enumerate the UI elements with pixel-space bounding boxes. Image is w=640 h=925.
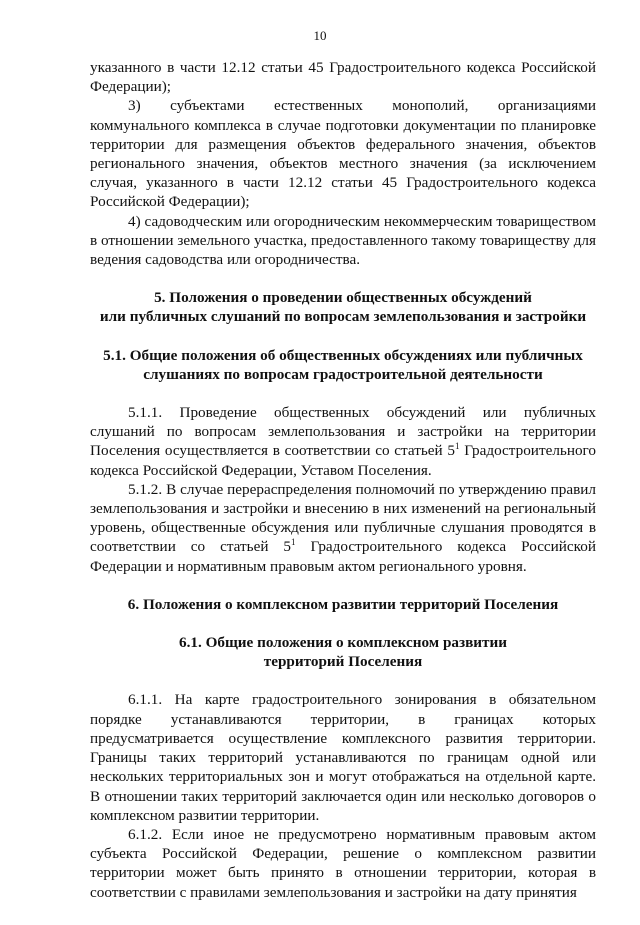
subsection-heading-6-1 <box>90 633 596 671</box>
paragraph-continuation: указанного в части 12.12 статьи 45 Градостроительного кодекса Российской Федерации); <box>90 59 596 96</box>
paragraph-5-1-2-text-end: Градостроительного кодекса Российской Федерации и нормативным правовым актом регионального уровня. <box>90 538 596 575</box>
section-heading-5-line-2: или публичных слушаний по вопросам землепользования и застройки <box>99 308 587 326</box>
paragraph-5-1-2-text: 5.1.2. В случае перераспределения полномочий по утверждению правил землепользования и застройки и внесению в них изменений на региональный уровень, общественные обсуждения или публичные слушания проводятся в соответствии со статьей 5 <box>90 480 596 556</box>
paragraph-5-1-1-text: 5.1.1. Проведение общественных обсуждений или публичных слушаний по вопросам землепользования и застройки на территории Поселения осуществляется в соответствии со статьей 5 <box>90 404 596 460</box>
spacer <box>90 614 596 633</box>
section-heading-5-line-1: 5. Положения о проведении общественных обсуждений <box>154 289 532 307</box>
paragraph-5-1-1-text-end: Градостроительного кодекса Российской Федерации, Уставом Поселения. <box>90 442 596 479</box>
spacer <box>90 384 596 403</box>
spacer <box>90 327 596 346</box>
paragraph-5-1-2 <box>90 480 596 576</box>
paragraph-5-1-1 <box>90 403 596 480</box>
paragraph-6-1-1: 6.1.1. На карте градостроительного зонирования в обязательном порядке устанавливаются территории, в границах которых предусматривается осуществление комплексного развития территории. Границы таких территорий устанавливаются по границам одной или нескольких территориальных зон и могут отображаться на отдельной карте. В отношении таких территорий заключается один или несколько договоров о комплексном развитии территории. <box>90 691 596 824</box>
spacer <box>90 576 596 595</box>
paragraph-item-4: 4) садоводческим или огородническим некоммерческим товариществом в отношении земельного участка, предоставленного такому товариществу для ведения садоводства или огородничества. <box>90 212 596 269</box>
superscript: 1 <box>454 441 460 452</box>
section-heading-6-line-1: 6. Положения о комплексном развитии территорий Поселения <box>127 595 559 613</box>
subsection-heading-6-1-line-1: 6.1. Общие положения о комплексном развитии <box>178 634 507 652</box>
section-heading-6 <box>90 595 596 614</box>
paragraph-6-1-2: 6.1.2. Если иное не предусмотрено нормативным правовым актом субъекта Российской Федерации, решение о комплексном развитии территории может быть принято в отношении территории, которая в соответствии с правилами землепользования и застройки на дату принятия <box>90 825 596 901</box>
section-heading-5 <box>90 288 596 326</box>
subsection-heading-6-1-line-2: территорий Поселения <box>263 653 423 671</box>
page-body <box>90 58 596 902</box>
subsection-heading-5-1-line-1: 5.1. Общие положения об общественных обсуждениях или публичных <box>103 346 583 364</box>
subsection-heading-5-1 <box>90 346 596 384</box>
spacer <box>90 671 596 690</box>
paragraph-item-3: 3) субъектами естественных монополий, организациями коммунального комплекса в случае подготовки документации по планировке территории для размещения объектов федерального значения, объектов регионального значения, объектов местного значения (за исключением случая, указанного в части 12.12 статьи 45 Градостроительного кодекса Российской Федерации); <box>90 97 596 211</box>
superscript: 1 <box>291 537 296 548</box>
page-number: 10 <box>313 28 327 43</box>
subsection-heading-5-1-line-2: слушаниях по вопросам градостроительной деятельности <box>143 365 543 383</box>
spacer <box>90 269 596 288</box>
